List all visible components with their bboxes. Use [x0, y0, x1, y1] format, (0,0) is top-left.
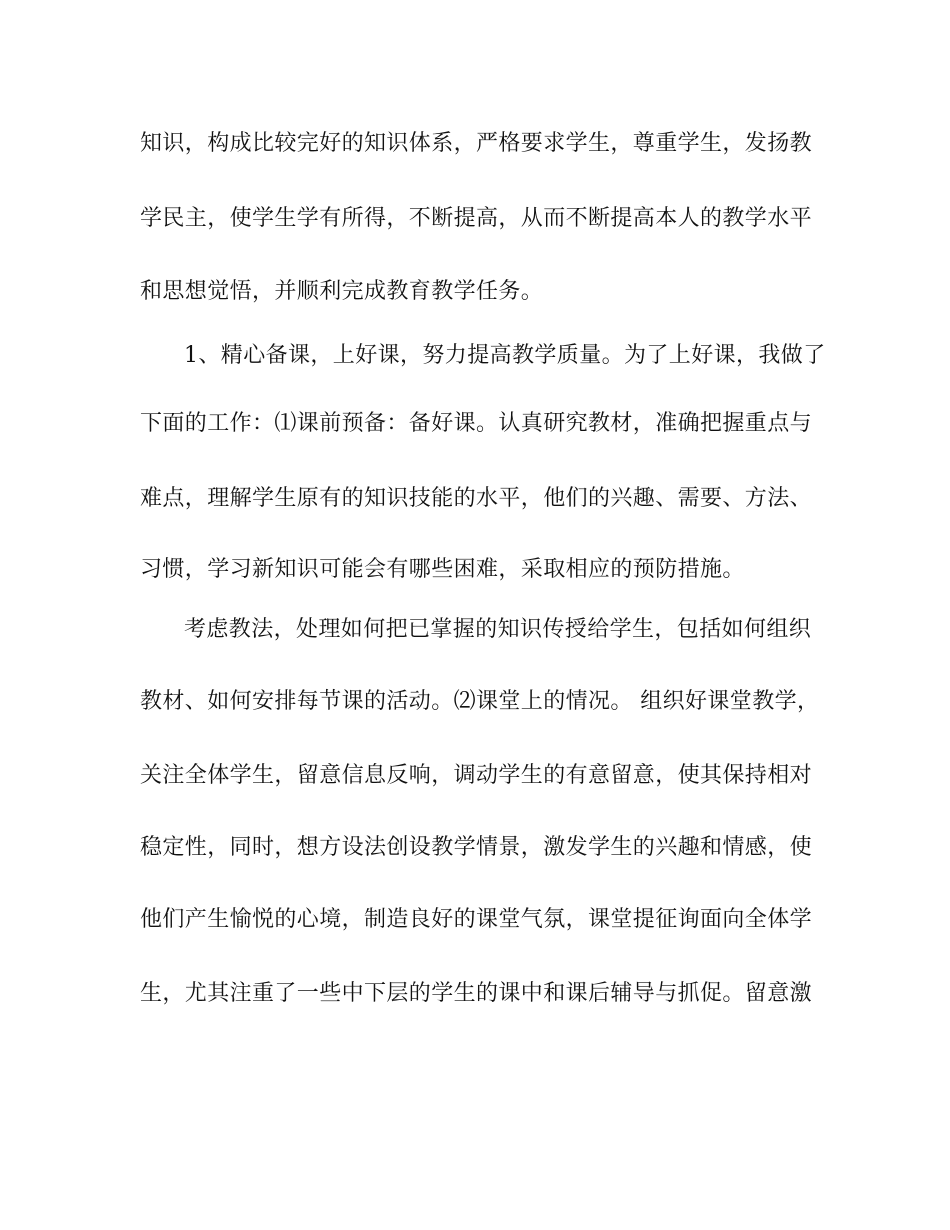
text-line: 下面的工作：⑴课前预备：备好课。认真研究教材，准确把握重点与 — [140, 411, 813, 436]
text-line: 知识，构成比较完好的知识体系，严格要求学生，尊重学生，发扬教 — [140, 131, 813, 156]
text-line: 和思想觉悟，并顺利完成教育教学任务。 — [140, 279, 544, 304]
text-line: 习惯，学习新知识可能会有哪些困难，采取相应的预防措施。 — [140, 557, 745, 582]
text-line-indented: 考虑教法，处理如何把已掌握的知识传授给学生，包括如何组织 — [184, 617, 812, 642]
text-line-indented: 1、精心备课，上好课，努力提高教学质量。为了上好课，我做了 — [184, 343, 826, 368]
text-line: 他们产生愉悦的心境，制造良好的课堂气氛，课堂提征询面向全体学 — [140, 907, 813, 932]
text-line: 学民主，使学生学有所得，不断提高，从而不断提高本人的教学水平 — [140, 206, 813, 231]
text-line: 难点，理解学生原有的知识技能的水平，他们的兴趣、需要、方法、 — [140, 486, 813, 511]
text-line: 稳定性，同时，想方设法创设教学情景，激发学生的兴趣和情感，使 — [140, 835, 813, 860]
text-line: 教材、如何安排每节课的活动。⑵课堂上的情况。 组织好课堂教学， — [140, 689, 820, 714]
text-line: 关注全体学生，留意信息反响，调动学生的有意留意，使其保持相对 — [140, 763, 813, 788]
text-line: 生，尤其注重了一些中下层的学生的课中和课后辅导与抓促。留意激 — [140, 981, 813, 1006]
